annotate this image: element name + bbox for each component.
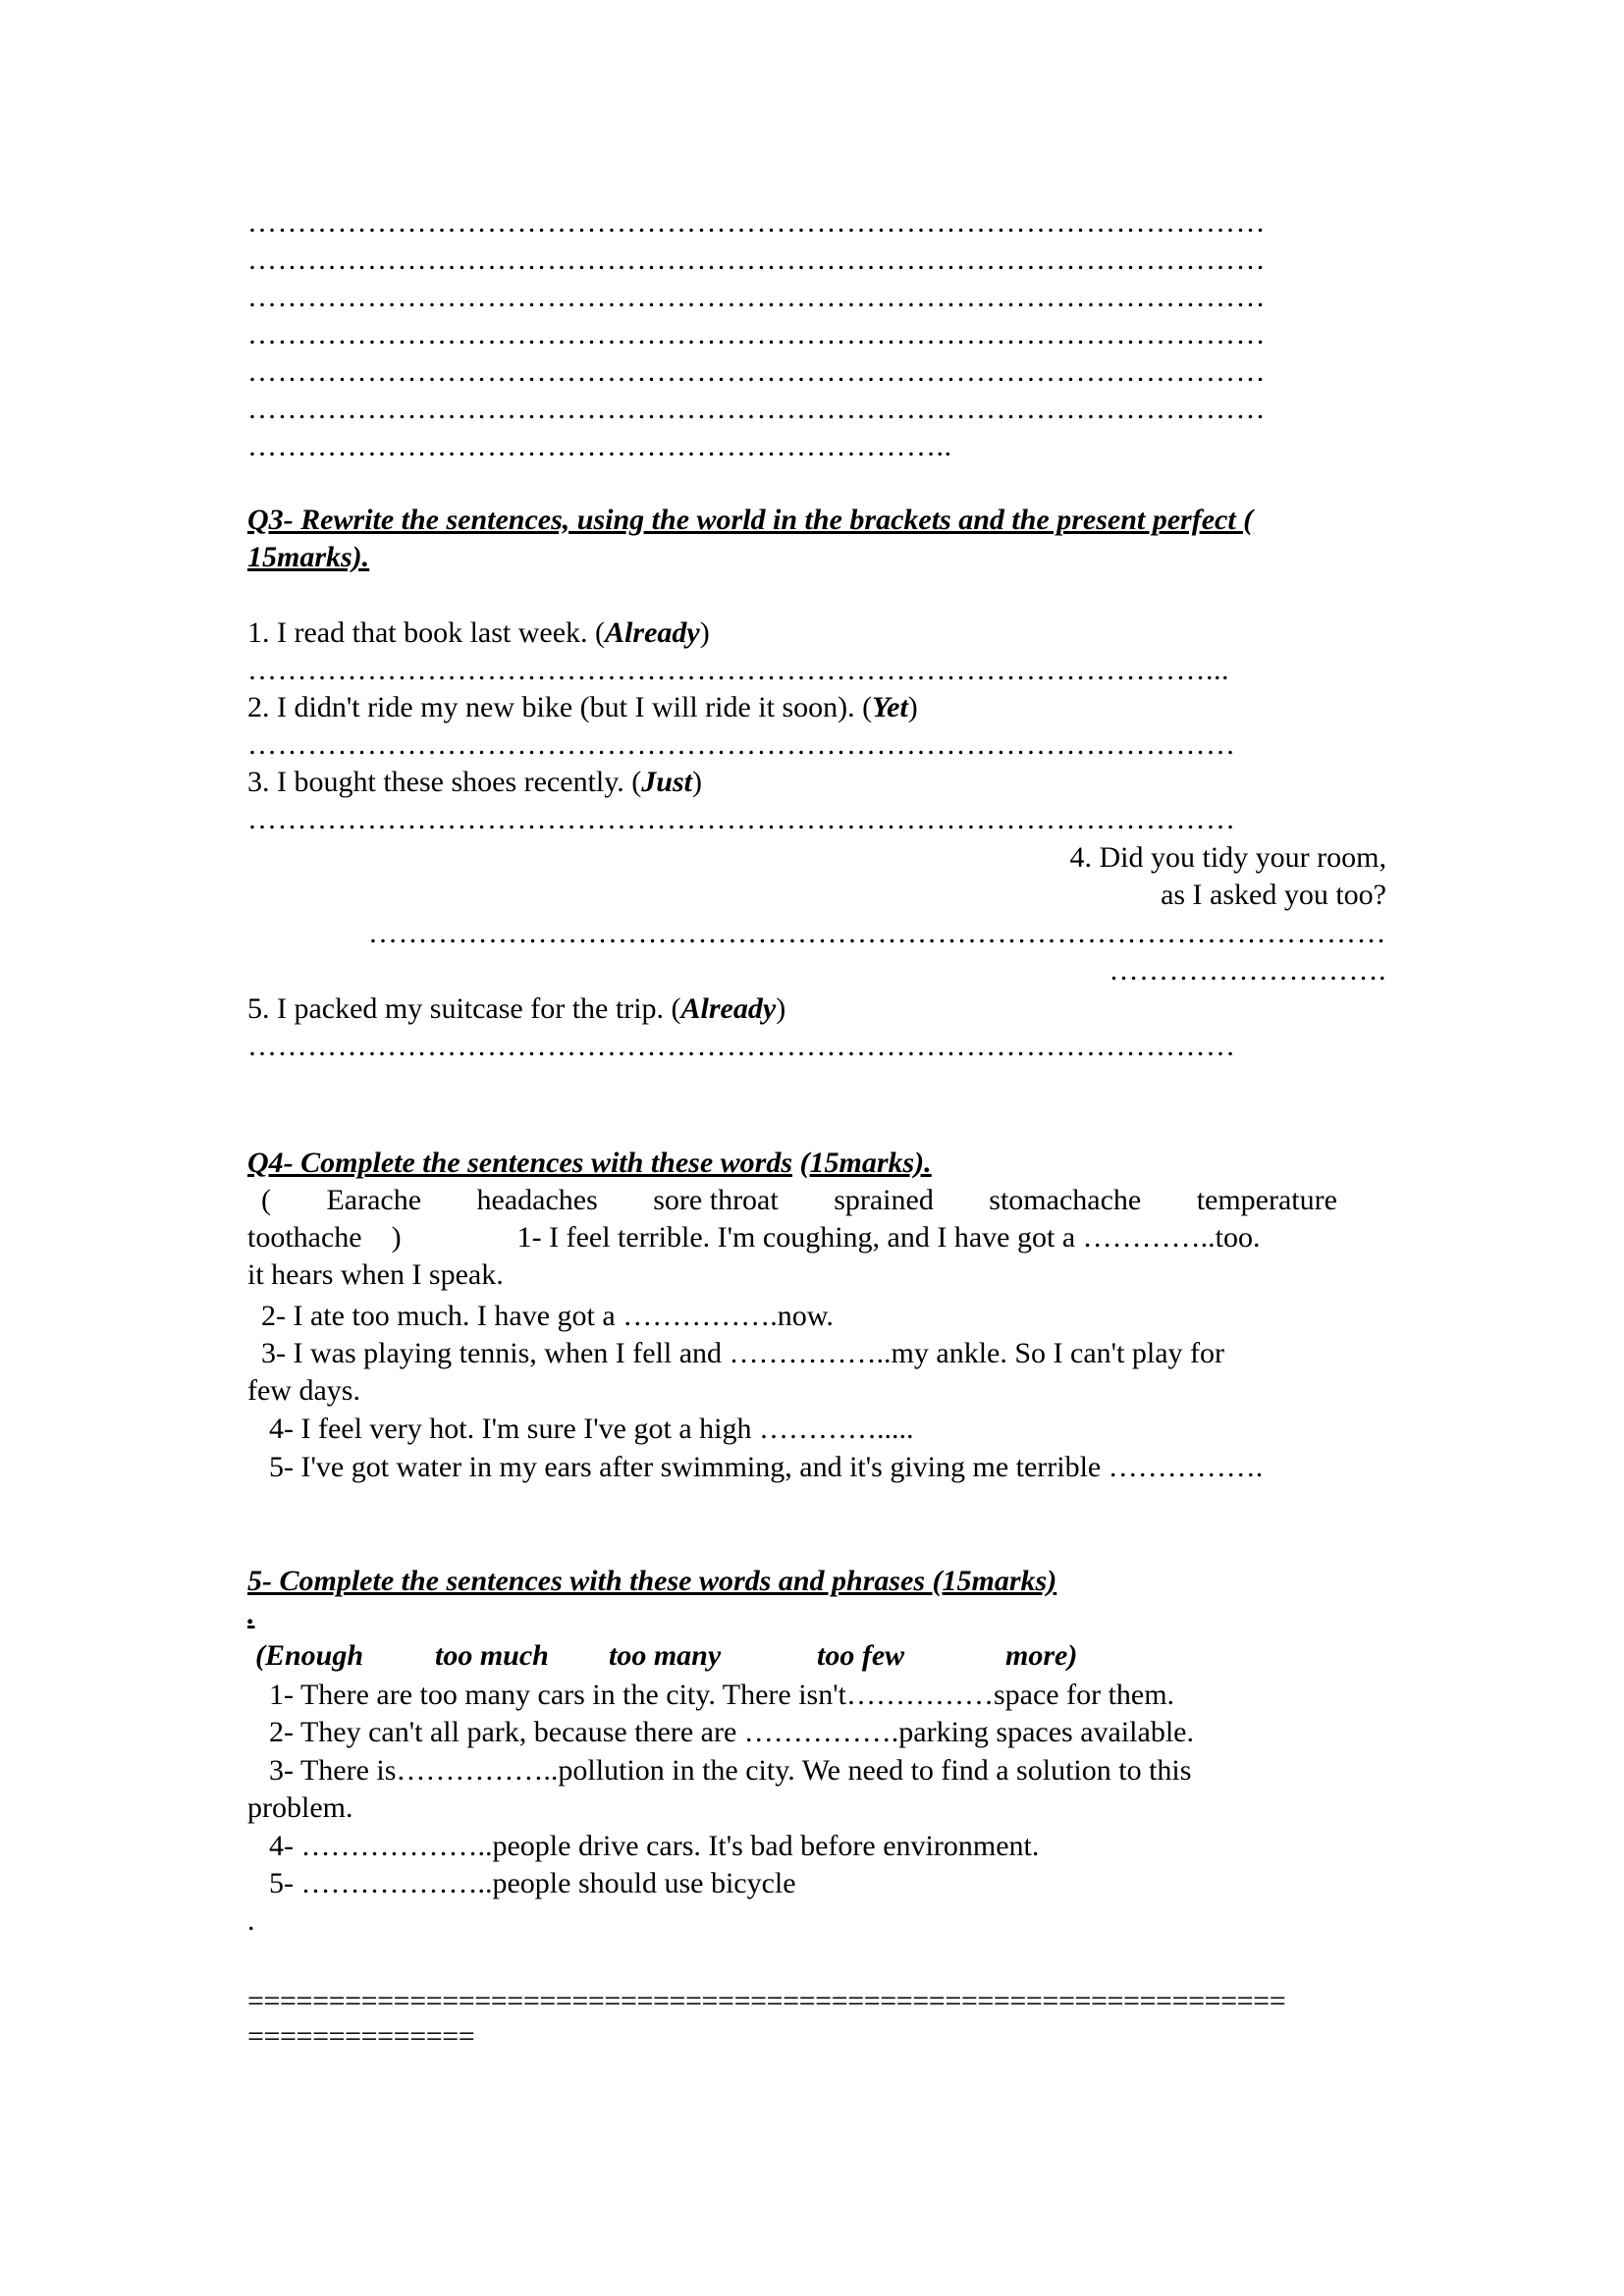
word-bank-paren: (	[261, 1184, 271, 1216]
q4-sentence-3-cont: few days.	[247, 1374, 360, 1407]
answer-line: …………………………………………………………………………………………	[247, 318, 1266, 350]
q5-sentence-3: 3- There is……………..pollution in the city. We need to find a solution to this	[269, 1754, 1192, 1787]
q3-answer-line-3[interactable]: ………………………………………………………………………………………	[247, 803, 1236, 835]
q5-end-dot: .	[247, 1904, 255, 1937]
q3-answer-line-4b[interactable]: ……………………….	[1109, 954, 1386, 987]
q3-heading: Q3- Rewrite the sentences, using the world in the brackets and the present perfect (	[247, 504, 1254, 536]
word-bank-item: sore throat	[653, 1184, 779, 1216]
q3-item-1-word: Already	[605, 616, 700, 649]
q4-sentence-4: 4- I feel very hot. I'm sure I've got a high ………….....	[269, 1413, 914, 1445]
option-item: (Enough	[255, 1639, 364, 1672]
option-item: too few	[817, 1639, 905, 1672]
q3-answer-line-4[interactable]: …………………………………………………………………………………………	[368, 917, 1386, 949]
q4-row-2	[247, 1219, 1386, 1256]
answer-line: …………………………………………………………………………………………	[247, 281, 1266, 313]
q3-item-2-close: )	[907, 691, 918, 723]
q3-item-3	[247, 764, 1386, 801]
q4-sentence-1: 1- I feel terrible. I'm coughing, and I have got a …………..too.	[516, 1221, 1261, 1254]
q3-item-5	[247, 990, 1386, 1028]
q3-item-3-word: Just	[641, 766, 692, 798]
q5-sentence-3-cont: problem.	[247, 1791, 353, 1824]
q3-item-4-line2: as I asked you too?	[1161, 879, 1386, 911]
q4-sentence-1-cont: it hears when I speak.	[247, 1258, 504, 1291]
q4-sentence-2: 2- I ate too much. I have got a …………….now.	[261, 1300, 834, 1332]
q3-answer-line-5[interactable]: ………………………………………………………………………………………	[247, 1030, 1236, 1062]
q3-item-1-text: 1. I read that book last week. (	[247, 616, 606, 649]
q3-item-2-word: Yet	[872, 691, 908, 723]
q3-item-3-close: )	[691, 766, 702, 798]
answer-line: …………………………………………………………………………………………	[247, 355, 1266, 388]
q3-item-5-close: )	[776, 992, 786, 1025]
q3-item-2	[247, 689, 1386, 726]
q3-item-1-close: )	[699, 616, 710, 649]
q3-item-5-text: 5. I packed my suitcase for the trip. (	[247, 992, 681, 1025]
word-bank-last: toothache )	[247, 1221, 402, 1254]
q4-sentence-3: 3- I was playing tennis, when I fell and ……………..my ankle. So I can't play for	[261, 1337, 1225, 1369]
q5-option-bank	[255, 1637, 1394, 1675]
option-item: more)	[1005, 1639, 1078, 1672]
q5-heading-dot: .	[247, 1598, 255, 1630]
word-bank-item: sprained	[834, 1184, 934, 1216]
q4-heading-marks: (15marks).	[799, 1147, 932, 1179]
answer-line: …………………………………………………………………………………………	[247, 243, 1266, 276]
q4-sentence-5: 5- I've got water in my ears after swimming, and it's giving me terrible …………….	[269, 1451, 1264, 1483]
q5-heading: 5- Complete the sentences with these words and phrases (15marks)	[247, 1565, 1057, 1597]
q5-sentence-4: 4- ………………..people drive cars. It's bad before environment.	[269, 1830, 1040, 1862]
answer-line: …………………………………………………………………………………………	[247, 206, 1266, 239]
q3-answer-line-1[interactable]: ……………………………………………………………………………………...	[247, 654, 1229, 686]
q5-sentence-5: 5- ………………..people should use bicycle	[269, 1867, 796, 1899]
divider-line: ================================================================	[247, 1985, 1286, 2017]
option-item: too many	[609, 1639, 722, 1672]
q4-word-bank	[261, 1182, 1337, 1219]
q3-item-4-line1: 4. Did you tidy your room,	[1069, 841, 1386, 874]
q4-heading-text: Q4- Complete the sentences with these words	[247, 1147, 792, 1179]
answer-line: …………………………………………………………………………………………	[247, 393, 1266, 425]
answer-line: ……………………………………………………………..	[247, 430, 952, 462]
q3-answer-line-2[interactable]: ………………………………………………………………………………………	[247, 728, 1236, 761]
word-bank-item: headaches	[476, 1184, 598, 1216]
q5-sentence-2: 2- They can't all park, because there are …………….parking spaces available.	[269, 1716, 1194, 1748]
q3-heading-marks: 15marks).	[247, 541, 370, 573]
q3-item-5-word: Already	[680, 992, 777, 1025]
q3-item-1	[247, 614, 1386, 652]
divider-line-2: ==============	[247, 2020, 475, 2053]
q3-item-2-text: 2. I didn't ride my new bike (but I will ride it soon). (	[247, 691, 873, 723]
word-bank-item: stomachache	[989, 1184, 1142, 1216]
word-bank-item: temperature	[1196, 1184, 1337, 1216]
option-item: too much	[435, 1639, 549, 1672]
q5-sentence-1: 1- There are too many cars in the city. There isn't……………space for them.	[269, 1679, 1175, 1711]
q3-item-3-text: 3. I bought these shoes recently. (	[247, 766, 642, 798]
word-bank-item: Earache	[326, 1184, 422, 1216]
q4-heading	[247, 1145, 1386, 1182]
